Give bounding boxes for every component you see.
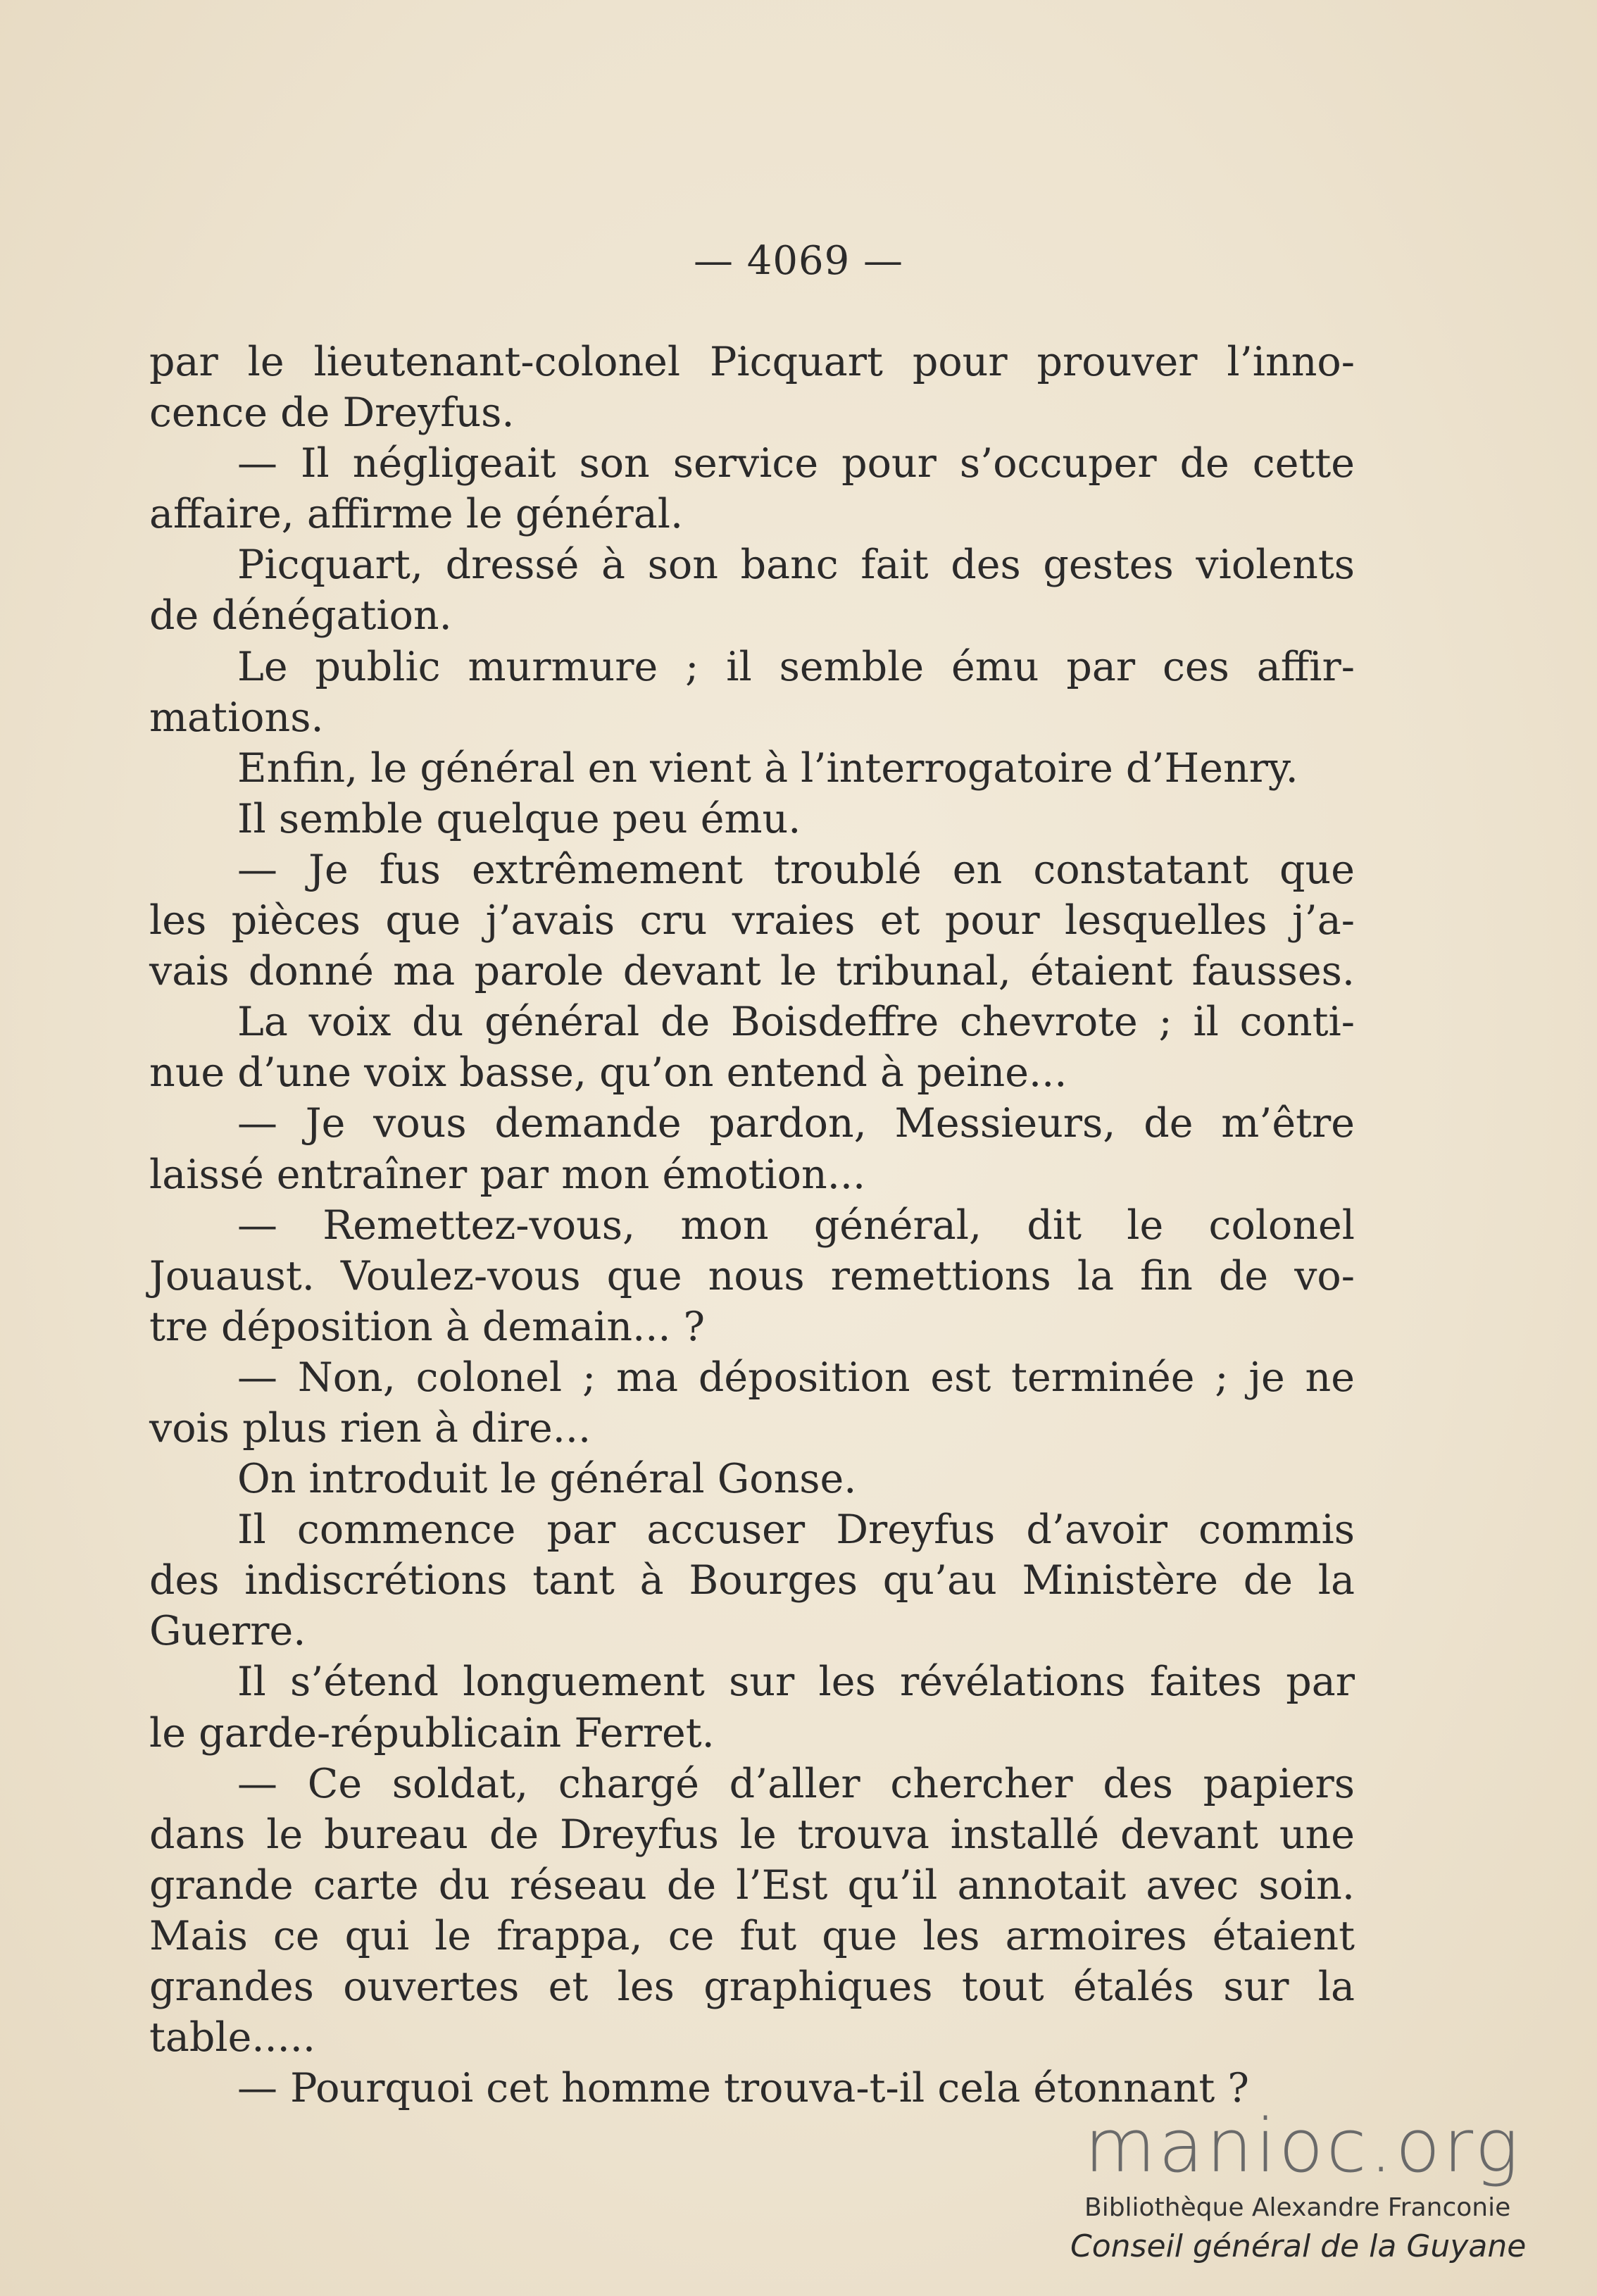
text-line: Picquart, dressé à son banc fait des gestes violents [237,542,1355,589]
text-line: — Non, colonel ; ma déposition est terminée ; je ne [237,1354,1355,1401]
text-line: Le public murmure ; il semble ému par ces affir- [237,643,1355,690]
text-line: Mais ce qui le frappa, ce fut que les armoires étaient [149,1912,1355,1959]
text-line: La voix du général de Boisdeffre chevrote ; il conti- [237,999,1355,1046]
text-line: affaire, affirme le général. [149,491,684,538]
text-line: cence de Dreyfus. [149,389,515,437]
text-line: grande carte du réseau de l’Est qu’il annotait avec soin. [149,1861,1355,1909]
text-line: — Je vous demande pardon, Messieurs, de m’être [237,1100,1355,1147]
text-line: Enfin, le général en vient à l’interrogatoire d’Henry. [237,744,1298,792]
text-line: dans le bureau de Dreyfus le trouva installé devant une [149,1811,1355,1858]
text-line: nue d’une voix basse, qu’on entend à peine... [149,1049,1067,1097]
text-line: tre déposition à demain... ? [149,1303,706,1350]
text-line: les pièces que j’avais cru vraies et pour lesquelles j’a- [149,897,1355,944]
text-line: des indiscrétions tant à Bourges qu’au Ministère de la [149,1557,1355,1604]
watermark [1070,2103,1563,2266]
text-line: vais donné ma parole devant le tribunal, étaient fausses. [149,948,1355,995]
text-line: le garde-républicain Ferret. [149,1709,715,1757]
text-line: Il semble quelque peu ému. [237,795,801,842]
text-line: Il s’étend longuement sur les révélations faites par [237,1659,1355,1706]
watermark-council: Conseil général de la Guyane [1070,2228,1527,2264]
text-line: de dénégation. [149,592,452,639]
text-line: — Je fus extrêmement troublé en constatant que [237,846,1355,893]
text-line: Guerre. [149,1608,306,1655]
body-text [149,337,1355,2114]
text-line: — Remettez-vous, mon général, dit le colonel [237,1202,1355,1249]
watermark-library: Bibliothèque Alexandre Franconie [1084,2193,1511,2222]
page-number: — 4069 — [693,238,904,284]
text-line: — Ce soldat, chargé d’aller chercher des papiers [237,1760,1355,1807]
watermark-logo: manioc.org [1084,2103,1522,2189]
text-line: grandes ouvertes et les graphiques tout étalés sur la [149,1964,1355,2010]
text-line: table..... [149,2014,315,2061]
text-line: — Il négligeait son service pour s’occuper de cette [237,440,1355,487]
text-line: mations. [149,694,324,741]
text-line: par le lieutenant-colonel Picquart pour prouver l’inno- [149,339,1355,385]
text-line: On introduit le général Gonse. [237,1456,857,1503]
text-line: Jouaust. Voulez-vous que nous remettions la fin de vo- [149,1252,1355,1299]
text-line: — Pourquoi cet homme trouva-t-il cela étonnant ? [237,2065,1249,2112]
text-line: Il commence par accuser Dreyfus d’avoir commis [237,1506,1355,1554]
text-line: laissé entraîner par mon émotion... [149,1151,866,1198]
text-line: vois plus rien à dire... [149,1404,591,1452]
